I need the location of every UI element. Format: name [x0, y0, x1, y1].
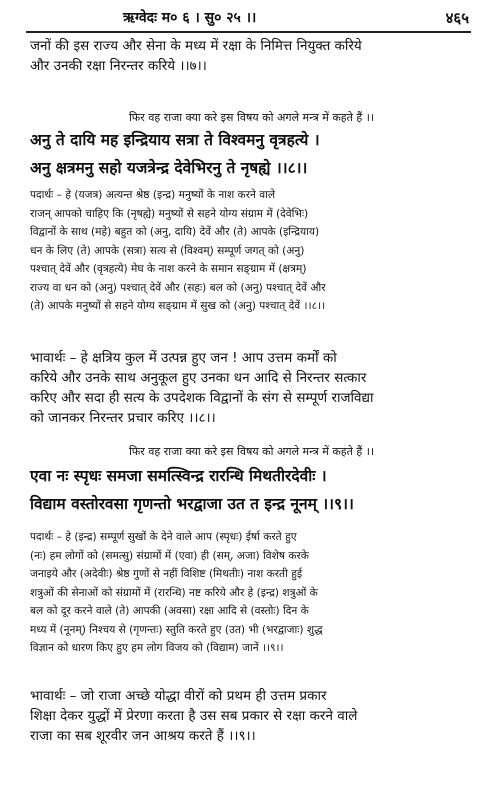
verse-8-padartha: पदार्थः – हे (यजत्र) अत्यन्त श्रेष्ठ (इन्द्र) मनुष्यों के नाश करने वाले राजन् आपको चाहिए कि (नृषह्ये) मनुष्यों से सहने योग्य संग्राम में (देवेभिः) विद्वानों के साथ (महे) बहुत को (अनु, दायि) देवें और (ते) आपके (इन्द्रियाय) धन के लिए (ते) आपके (सत्रा) सत्य से (विश्वम्) सम्पूर्ण जगत् को (अनु) पश्चात् देवें और (वृत्रहत्ये) मेघ के नाश करने के समान सङ्ग्राम में (क्षत्रम्) राज्य वा धन को (अनु) पश्चात् देवें और (सहः) बल को (अनु) पश्चात् देवें और (ते) आपके मनुष्यों से सहने योग्य सङ्ग्राम में सुख को (अनु) पश्चात् देवें ।।८।। — [30, 189, 326, 312]
page-header — [28, 6, 469, 32]
page-number: ४६५ — [445, 9, 469, 27]
continued-bhavartha: जनों की इस राज्य और सेना के मध्य में रक्षा के निमित्त नियुक्त करिये और उनकी रक्षा निरन्तर करिये ।।७।। — [30, 38, 362, 74]
running-title: ऋग्वेदः म० ६ । सु० २५ ।। — [123, 10, 257, 26]
verse-8-intro: फिर वह राजा क्या करे इस विषय को अगले मन्त्र में कहते हैं ।। — [128, 111, 375, 124]
verse-8-bhavartha: भावार्थः – हे क्षत्रिय कुल में उत्पन्न हुए जन ! आप उत्तम कर्मों को करिये और उनके साथ अनुकूल हुए उनका धन आदि से निरन्तर सत्कार करिए और सदा ही सत्य के उपदेशक विद्वानों के संग से सम्पूर्ण राजविद्या को जानकर निरन्तर प्रचार करिए ।।८।। — [30, 350, 374, 426]
verse-9-padartha: पदार्थः – हे (इन्द्र) सम्पूर्ण सुखों के देने वाले आप (स्पृधः) ईर्षा करते हुए (नः) हम लोगों को (समत्सु) संग्रामों में (एवा) ही (सम्, अजा) विशेष करके जनाइये और (अदेवीः) श्रेष्ठ गुणों से नहीं विशिष्ट (मिथतीः) नाश करती हुई शत्रुओं की सेनाओं को संग्रामों में (रारन्धि) नष्ट करिये और हे (इन्द्र) शत्रुओं के बल को दूर करने वाले (ते) आपकी (अवसा) रक्षा आदि से (वस्तोः) दिन के मध्य में (नूनम्) निश्चय से (गृणन्तः) स्तुति करते हुए (उत) भी (भरद्वाजाः) शुद्ध विज्ञान को धारण किए हुए हम लोग विजय को (विद्याम) जानें ।।९।। — [30, 531, 323, 654]
verse-9-intro: फिर वह राजा क्या करे इस विषय को अगले मन्त्र में कहते हैं ।। — [128, 445, 375, 458]
verse-9-mantra: एवा नः स्पृधः समजा समत्स्विन्द्र रारन्धि मिथतीरदेवीः । विद्याम वस्तोरवसा गृणन्तो भरद्वाजा उत त इन्द्र नूनम् ।।९।। — [30, 467, 354, 513]
verse-9-bhavartha: भावार्थः – जो राजा अच्छे योद्धा वीरों को प्रथम ही उत्तम प्रकार शिक्षा देकर युद्धों में प्रेरणा करता है उस सब प्रकार से रक्षा करने वाले राजा का सब शूरवीर जन आश्रय करते हैं ।।९।। — [30, 688, 358, 744]
header-rule — [26, 31, 471, 33]
verse-8-mantra: अनु ते दायि मह इन्द्रियाय सत्रा ते विश्वमनु वृत्रहत्ये । अनु क्षत्रमनु सहो यजत्रेन्द्र देवेभिरनु ते नृषह्ये ।।८।। — [30, 131, 320, 177]
